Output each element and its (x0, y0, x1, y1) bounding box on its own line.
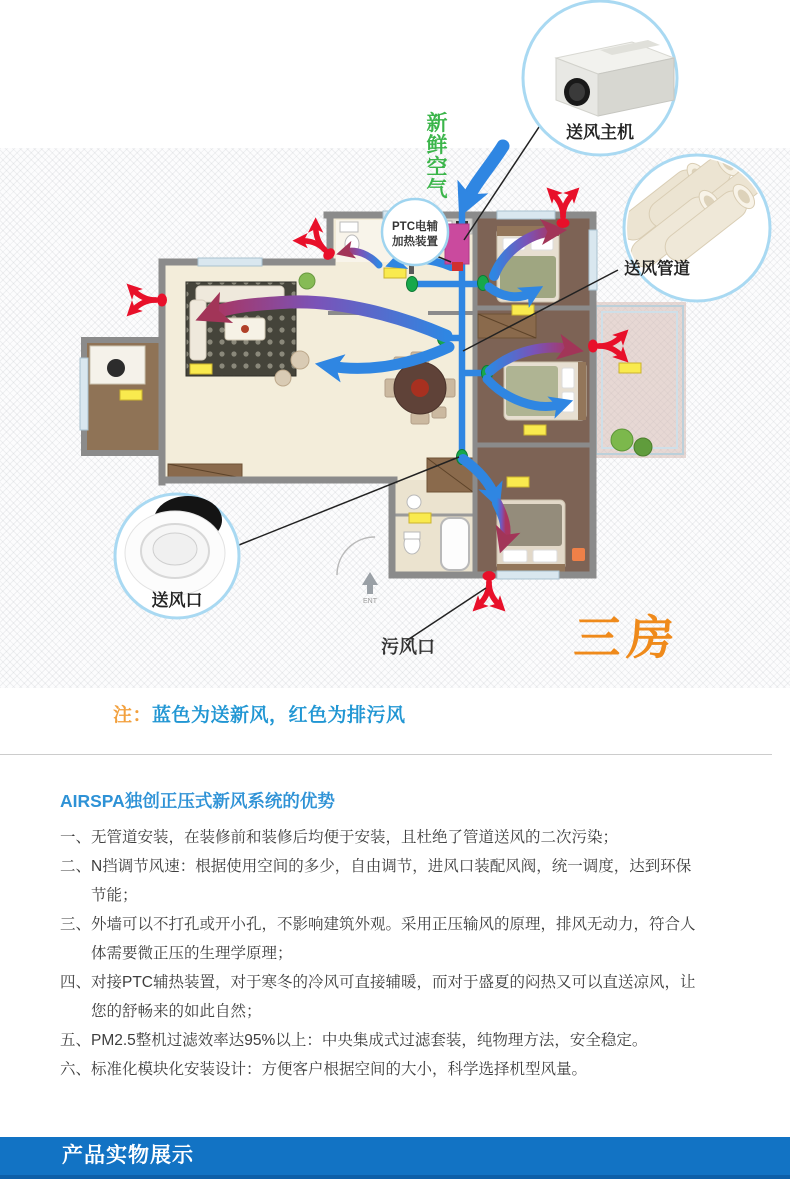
advantages-list (60, 823, 752, 1084)
item-line: 无管道安装，在装修前和装修后均便于安装，且杜绝了管道送风的二次污染； (91, 829, 619, 846)
plant (611, 429, 633, 451)
svg-text:鲜: 鲜 (426, 134, 448, 157)
bathtub (441, 518, 469, 570)
supply-outlet-label: 送风口 (151, 591, 203, 610)
item-line: 外墙可以不打孔或开小孔，不影响建筑外观。采用正压输风的原理，排风无动力，符合人 (91, 916, 696, 933)
fresh-air-label (427, 111, 448, 201)
ptc-label-line1: PTC电辅 (392, 221, 438, 233)
item-number: 一、 (60, 829, 92, 846)
callout-ptc (382, 199, 448, 265)
advantage-item (60, 968, 752, 1026)
advantage-item (60, 910, 752, 968)
right-balcony (593, 302, 686, 458)
item-number: 四、 (60, 974, 92, 991)
fresh-air-arrow (466, 146, 503, 202)
svg-text:空: 空 (426, 156, 448, 179)
advantages-section (60, 790, 752, 1084)
item-number: 五、 (60, 1032, 92, 1049)
ent-label: ENT (363, 598, 377, 605)
callout-supply-duct (614, 147, 775, 301)
advantages-title: AIRSPA独创正压式新风系统的优势 (60, 791, 335, 811)
item-line: 您的舒畅来的如此自然； (91, 1003, 262, 1020)
advantage-item (60, 1055, 752, 1084)
ptc-label-line2: 加热装置 (392, 236, 438, 248)
section-divider (0, 754, 772, 755)
legend-note-prefix: 注： (113, 705, 153, 726)
ptc-outlet (452, 262, 463, 271)
item-number: 三、 (60, 916, 92, 933)
footer-banner-title: 产品实物展示 (62, 1144, 194, 1167)
entrance-arrow (362, 572, 378, 605)
advantage-item (60, 1026, 752, 1055)
item-line: 节能； (91, 887, 138, 904)
item-number: 六、 (60, 1061, 92, 1078)
advantage-item (60, 852, 752, 910)
advantage-item (60, 823, 752, 852)
supply-duct-label: 送风管道 (624, 260, 690, 278)
item-line: PM2.5整机过滤效率达95%以上：中央集成式过滤套装，纯物理方法，安全稳定。 (91, 1032, 648, 1049)
item-line: 体需要微正压的生理学原理； (91, 945, 293, 962)
bed-mid-right (504, 362, 586, 420)
item-line: 标准化模块化安装设计：方便客户根据空间的大小，科学选择机型风量。 (91, 1061, 588, 1078)
callout-supply-outlet (115, 494, 239, 618)
svg-text:气: 气 (426, 178, 448, 201)
legend-note (113, 700, 406, 727)
callout-supply-host (523, 1, 677, 155)
item-number: 二、 (60, 858, 92, 875)
dirty-outlet-label: 污风口 (381, 637, 435, 657)
desk-chair (107, 359, 125, 377)
item-line: 对接PTC辅热装置，对于寒冬的冷风可直接辅暖，而对于盛夏的闷热又可以直送凉风，让 (91, 974, 696, 991)
svg-text:新: 新 (426, 112, 448, 135)
three-rooms-mark: 三房 (572, 611, 682, 664)
footer-banner (0, 1137, 790, 1179)
supply-host-label: 送风主机 (566, 123, 634, 142)
item-line: N挡调节风速：根据使用空间的多少，自由调节，进风口装配风阀，统一调度，达到环保 (91, 858, 692, 875)
legend-note-text: 蓝色为送新风，红色为排污风 (152, 705, 406, 726)
